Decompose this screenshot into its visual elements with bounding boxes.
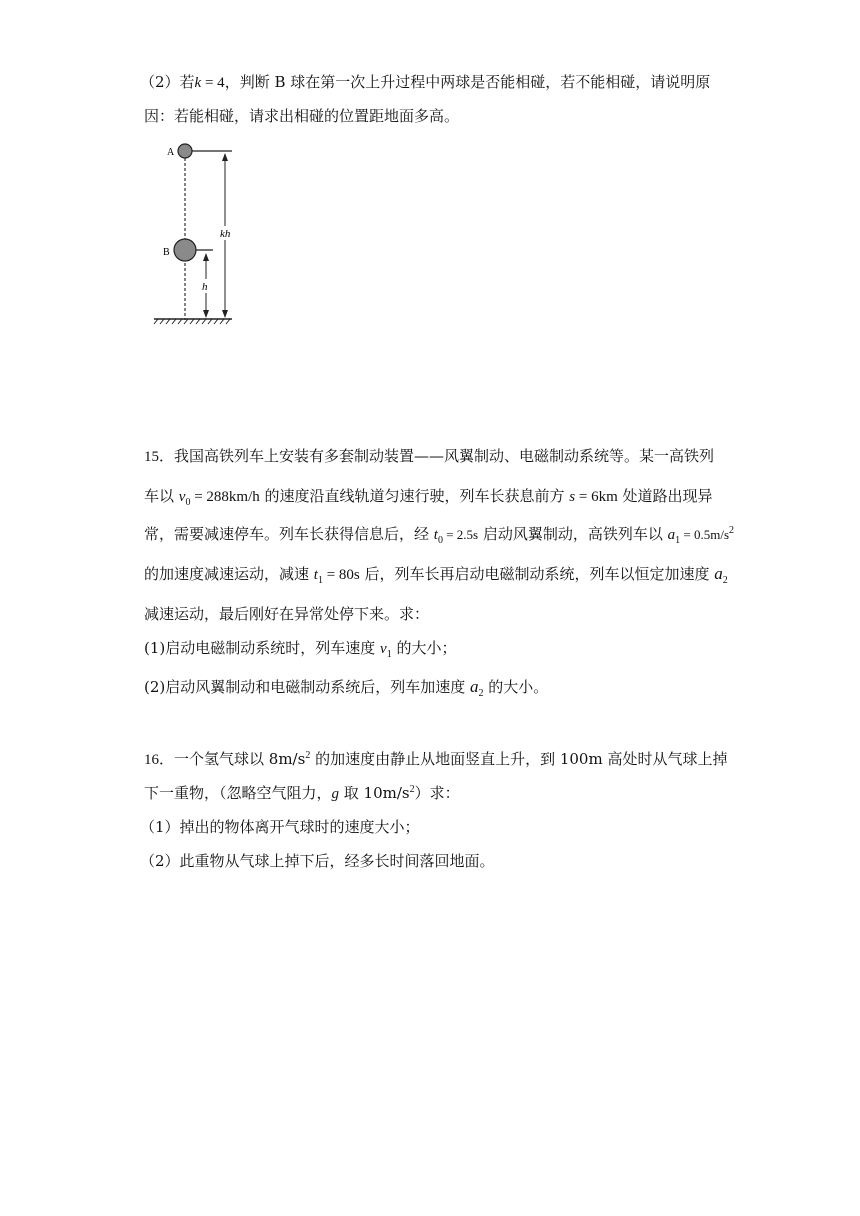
a1-value: = 0.5m/s — [680, 527, 730, 542]
t0-subscript: 0 — [437, 535, 443, 546]
q16-text: 取 10m/s — [339, 784, 410, 802]
k-value: = 4 — [201, 75, 225, 91]
q16-text: ）求： — [414, 784, 460, 802]
k-variable: k — [194, 75, 202, 91]
q15-part2-text: (2)启动风翼制动和电磁制动系统后，列车加速度 — [144, 678, 471, 696]
s-value: = 6km — [575, 489, 618, 505]
q14-text: （2）若 — [140, 73, 195, 91]
q15-part1 — [144, 638, 456, 659]
q15-line5: 减速运动，最后刚好在异常处停下来。求： — [144, 605, 430, 623]
a1-variable: a — [667, 527, 676, 543]
kh-arrow-head-bottom — [222, 310, 228, 318]
q15-line4 — [144, 564, 728, 585]
q15-text: 处道路出现异 — [617, 487, 713, 505]
t0-value: = 2.5s — [442, 527, 479, 542]
v0-subscript: 0 — [185, 497, 191, 508]
t1-variable: t — [313, 567, 318, 583]
q14-part2-line2: 因：若能相碰，请求出相碰的位置距地面多高。 — [144, 107, 460, 125]
q15-text: 的加速度减速运动，减速 — [144, 565, 314, 583]
balls-diagram — [150, 138, 250, 328]
q14-part2-line1 — [140, 72, 710, 93]
h-label: h — [202, 281, 208, 293]
q16-line2 — [144, 783, 460, 804]
v0-variable: v — [178, 489, 186, 505]
q15-line2 — [144, 486, 713, 507]
q15-text: 启动风翼制动，高铁列车以 — [478, 525, 668, 543]
q15-line3 — [144, 524, 734, 545]
a2-variable: a — [714, 564, 723, 583]
q16-superscript: 2 — [409, 784, 415, 795]
a2-variable: a — [470, 677, 479, 696]
v1-subscript: 1 — [386, 649, 392, 660]
a1-superscript: 2 — [729, 525, 735, 536]
ball-a-label: A — [167, 147, 175, 158]
t1-subscript: 1 — [317, 575, 323, 586]
q16-superscript: 2 — [305, 750, 311, 761]
q15-text: 的速度沿直线轨道匀速行驶，列车长获息前方 — [259, 487, 570, 505]
q16-part2: （2）此重物从气球上掉下后，经多长时间落回地面。 — [140, 852, 495, 870]
q16-part1: （1）掉出的物体离开气球时的速度大小； — [140, 818, 420, 836]
q15-part2 — [144, 677, 548, 697]
v1-variable: v — [380, 641, 387, 657]
q16-line1 — [144, 749, 727, 770]
a1-subscript: 1 — [675, 535, 681, 546]
q15-number: 15． — [144, 449, 175, 465]
kh-label: kh — [220, 228, 231, 240]
q16-text: 一个氢气球以 8m/s — [174, 750, 306, 768]
q16-text: 下一重物，（忽略空气阻力， — [144, 784, 332, 802]
s-variable: s — [569, 489, 576, 505]
q15-part1-text: 的大小； — [391, 639, 457, 657]
a2-subscript: 2 — [722, 575, 728, 586]
ball-a — [178, 144, 192, 158]
ball-b-label: B — [163, 247, 170, 258]
v0-value: = 288km/h — [190, 489, 260, 505]
t1-value: = 80s — [322, 567, 360, 583]
q16-number: 16． — [144, 752, 175, 768]
q15-text: 我国高铁列车上安装有多套制动装置——风翼制动、电磁制动系统等。某一高铁列 — [174, 447, 715, 465]
q15-part2-text: 的大小。 — [483, 678, 549, 696]
ball-b — [174, 239, 196, 261]
q15-text: 车以 — [144, 487, 179, 505]
q15-text: 后，列车长再启动电磁制动系统，列车以恒定加速度 — [359, 565, 715, 583]
h-arrow-head-top — [203, 253, 209, 261]
q15-part1-text: (1)启动电磁制动系统时，列车速度 — [144, 639, 381, 657]
q14-text: ，判断 B 球在第一次上升过程中两球是否能相碰，若不能相碰，请说明原 — [224, 73, 711, 91]
kh-arrow-head-top — [222, 153, 228, 161]
g-variable: g — [331, 786, 340, 802]
q15-text: 常，需要减速停车。列车长获得信息后，经 — [144, 525, 434, 543]
q15-line1 — [144, 446, 714, 467]
t0-variable: t — [433, 527, 438, 543]
h-arrow-head-bottom — [203, 310, 209, 318]
a2-subscript: 2 — [478, 688, 484, 699]
q16-text: 的加速度由静止从地面竖直上升，到 100m 高处时从气球上掉 — [310, 750, 728, 768]
